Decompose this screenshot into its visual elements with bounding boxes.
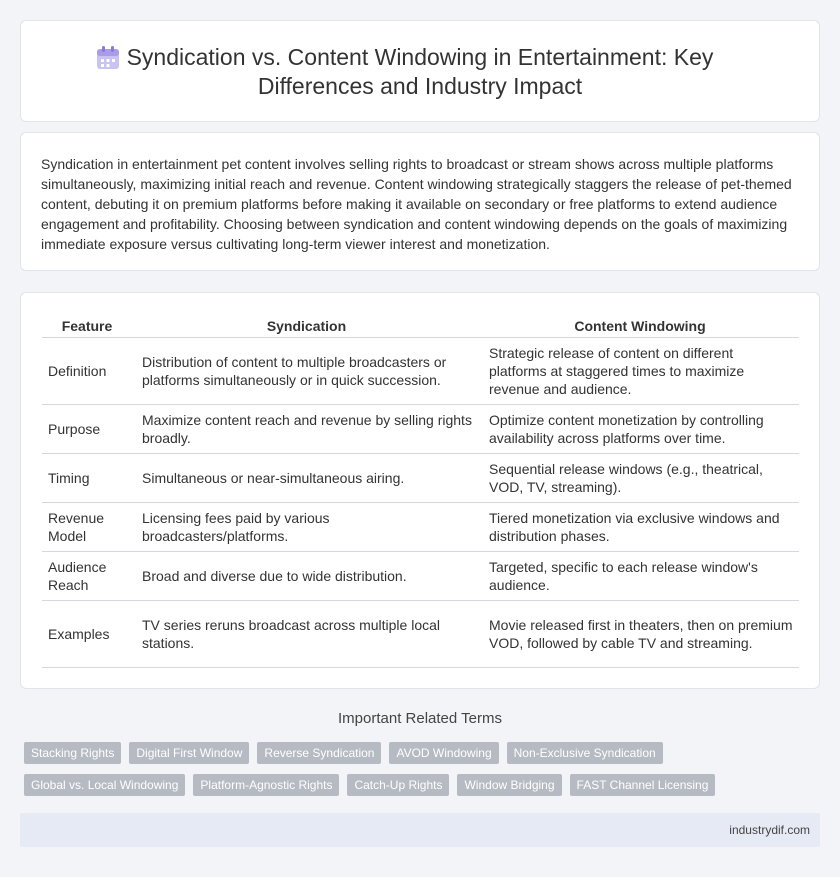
syndication-cell: Licensing fees paid by various broadcasters/platforms.: [132, 502, 481, 551]
header-feature: Feature: [42, 315, 132, 337]
related-terms-tags: [24, 742, 824, 806]
comparison-table: [42, 315, 799, 668]
feature-cell: Audience Reach: [42, 551, 132, 600]
table-row: [42, 600, 799, 667]
table-row: [42, 337, 799, 404]
table-row: [42, 551, 799, 600]
table-row: [42, 404, 799, 453]
intro-card: [20, 132, 820, 271]
footer-site[interactable]: industrydif.com: [729, 823, 810, 837]
footer: [20, 813, 820, 847]
table-row: [42, 453, 799, 502]
tag-avod-windowing[interactable]: AVOD Windowing: [389, 742, 498, 764]
feature-cell: Timing: [42, 453, 132, 502]
tag-reverse-syndication[interactable]: Reverse Syndication: [257, 742, 381, 764]
syndication-cell: TV series reruns broadcast across multiple local stations.: [132, 600, 481, 667]
syndication-cell: Simultaneous or near-simultaneous airing.: [132, 453, 481, 502]
tag-catch-up-rights[interactable]: Catch-Up Rights: [347, 774, 449, 796]
feature-cell: Examples: [42, 600, 132, 667]
table-row: [42, 502, 799, 551]
feature-cell: Definition: [42, 337, 132, 404]
header-card: [20, 20, 820, 122]
syndication-cell: Distribution of content to multiple broadcasters or platforms simultaneously or in quick succession.: [132, 337, 481, 404]
tag-non-exclusive-syndication[interactable]: Non-Exclusive Syndication: [507, 742, 663, 764]
tag-row: [24, 742, 824, 764]
windowing-cell: Targeted, specific to each release window's audience.: [481, 551, 799, 600]
tag-stacking-rights[interactable]: Stacking Rights: [24, 742, 121, 764]
tag-global-vs-local-windowing[interactable]: Global vs. Local Windowing: [24, 774, 185, 796]
windowing-cell: Optimize content monetization by controlling availability across platforms over time.: [481, 404, 799, 453]
header-syndication: Syndication: [132, 315, 481, 337]
intro-paragraph: Syndication in entertainment pet content involves selling rights to broadcast or stream shows across multiple platforms simultaneously, maximizing initial reach and revenue. Content windowing strategically staggers the release of pet-themed content, debuting it on premium platforms before making it available on secondary or free platforms to extend audience engagement and profitability. Choosing between syndication and content windowing depends on the goals of maximizing immediate exposure versus cultivating long-term viewer interest and monetization.: [41, 156, 792, 252]
windowing-cell: Sequential release windows (e.g., theatrical, VOD, TV, streaming).: [481, 453, 799, 502]
windowing-cell: Movie released first in theaters, then on premium VOD, followed by cable TV and streaming.: [481, 600, 799, 667]
syndication-cell: Maximize content reach and revenue by selling rights broadly.: [132, 404, 481, 453]
tag-platform-agnostic-rights[interactable]: Platform-Agnostic Rights: [193, 774, 339, 796]
tag-row: [24, 774, 824, 796]
syndication-cell: Broad and diverse due to wide distribution.: [132, 551, 481, 600]
related-terms-title: Important Related Terms: [338, 710, 502, 727]
page-title: Syndication vs. Content Windowing in Entertainment: Key Differences and Industry Impact: [126, 44, 714, 99]
feature-cell: Purpose: [42, 404, 132, 453]
tag-window-bridging[interactable]: Window Bridging: [457, 774, 561, 796]
comparison-card: [20, 292, 820, 689]
tag-fast-channel-licensing[interactable]: FAST Channel Licensing: [570, 774, 716, 796]
header-windowing: Content Windowing: [481, 315, 799, 337]
windowing-cell: Tiered monetization via exclusive windows and distribution phases.: [481, 502, 799, 551]
feature-cell: Revenue Model: [42, 502, 132, 551]
windowing-cell: Strategic release of content on different platforms at staggered times to maximize revenue and audience.: [481, 337, 799, 404]
tag-digital-first-window[interactable]: Digital First Window: [129, 742, 249, 764]
